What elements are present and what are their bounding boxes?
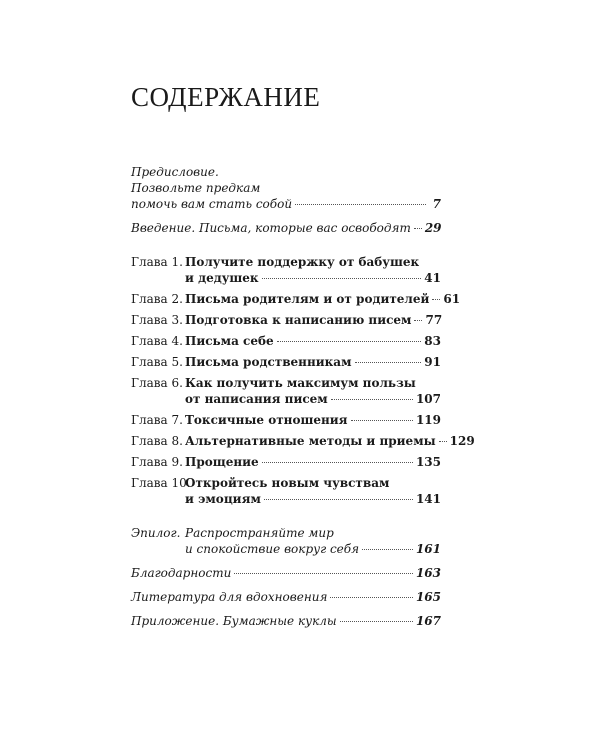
- chapter-label: Глава 1.: [131, 255, 183, 269]
- toc-page-number: 77: [425, 313, 443, 327]
- dot-leader: [234, 573, 413, 574]
- toc-entry-chapter-6[interactable]: [131, 375, 441, 407]
- chapter-label: Глава 2.: [131, 292, 183, 306]
- toc-page-number: 61: [443, 292, 461, 306]
- toc-entry-text: Получите поддержку от бабушек: [185, 255, 420, 269]
- toc-page-number: 119: [415, 413, 441, 427]
- table-of-contents: [131, 164, 475, 629]
- toc-entry-text: Благодарности: [131, 566, 232, 580]
- dot-leader: [414, 320, 422, 321]
- chapter-label: Глава 4.: [131, 334, 183, 348]
- toc-entry-intro[interactable]: [131, 220, 441, 236]
- toc-entry-text: Приложение. Бумажные куклы: [131, 614, 337, 628]
- toc-page-number: 29: [424, 221, 442, 235]
- chapter-label: Глава 10.: [131, 476, 191, 490]
- toc-page-number: 7: [432, 197, 441, 211]
- toc-entry-text: Письма родственникам: [185, 355, 352, 369]
- toc-entry-chapter-2[interactable]: [131, 291, 461, 307]
- toc-entry-text: Прощение: [185, 455, 259, 469]
- toc-page-number: 83: [424, 334, 441, 348]
- dot-leader: [362, 549, 413, 550]
- dot-leader: [295, 204, 426, 205]
- dot-leader: [330, 597, 413, 598]
- toc-entry-text: Письма себе: [185, 334, 274, 348]
- chapter-label: Глава 9.: [131, 455, 183, 469]
- toc-entry-literature[interactable]: [131, 589, 441, 605]
- dot-leader: [432, 299, 440, 300]
- dot-leader: [351, 420, 413, 421]
- toc-entry-text: помочь вам стать собой: [131, 197, 293, 211]
- chapter-label: Глава 5.: [131, 355, 183, 369]
- chapter-label: Глава 3.: [131, 313, 183, 327]
- toc-page-number: 41: [424, 271, 441, 285]
- toc-entry-chapter-5[interactable]: [131, 354, 441, 370]
- toc-page-number: 107: [415, 392, 441, 406]
- page-title: СОДЕРЖАНИЕ: [131, 82, 321, 112]
- toc-entry-epilogue[interactable]: [131, 525, 441, 557]
- dot-leader: [264, 499, 413, 500]
- toc-entry-text: Письма родителям и от родителей: [185, 292, 430, 306]
- toc-entry-acknowledgments[interactable]: [131, 565, 441, 581]
- toc-entry-chapter-4[interactable]: [131, 333, 441, 349]
- toc-entry-text: Подготовка к написанию писем: [185, 313, 412, 327]
- toc-entry-text: Токсичные отношения: [185, 413, 348, 427]
- dot-leader: [414, 228, 422, 229]
- toc-page-number: 165: [415, 590, 441, 604]
- toc-entry-text: от написания писем: [185, 392, 328, 406]
- toc-entry-chapter-10[interactable]: [131, 475, 441, 507]
- chapter-label: Глава 7.: [131, 413, 183, 427]
- toc-page-number: 135: [415, 455, 441, 469]
- dot-leader: [277, 341, 422, 342]
- toc-entry-text: Литература для вдохновения: [131, 590, 328, 604]
- toc-entry-text: и дедушек: [185, 271, 259, 285]
- toc-page-number: 129: [449, 434, 475, 448]
- toc-entry-appendix[interactable]: [131, 613, 441, 629]
- toc-page-number: 161: [415, 542, 441, 556]
- toc-entry-text: Позвольте предкам: [131, 181, 261, 195]
- toc-page-number: 141: [415, 492, 441, 506]
- toc-entry-text: Введение. Письма, которые вас освободят: [131, 221, 411, 235]
- toc-entry-chapter-1[interactable]: [131, 254, 441, 286]
- toc-page-number: 91: [424, 355, 441, 369]
- toc-entry-text: Альтернативные методы и приемы: [185, 434, 436, 448]
- chapter-label: Глава 8.: [131, 434, 183, 448]
- dot-leader: [439, 441, 447, 442]
- toc-entry-chapter-8[interactable]: [131, 433, 475, 449]
- toc-entry-text: Предисловие.: [131, 165, 219, 179]
- dot-leader: [331, 399, 413, 400]
- epilogue-label: Эпилог.: [131, 526, 181, 540]
- toc-entry-preface[interactable]: [131, 164, 441, 212]
- chapter-label: Глава 6.: [131, 376, 183, 390]
- dot-leader: [262, 462, 413, 463]
- toc-page-number: 167: [415, 614, 441, 628]
- dot-leader: [262, 278, 422, 279]
- toc-entry-text: Как получить максимум пользы: [185, 376, 416, 390]
- toc-entry-text: Распространяйте мир: [185, 526, 334, 540]
- toc-entry-text: и спокойствие вокруг себя: [185, 542, 360, 556]
- toc-entry-chapter-3[interactable]: [131, 312, 441, 328]
- dot-leader: [340, 621, 413, 622]
- toc-entry-text: и эмоциям: [185, 492, 261, 506]
- toc-entry-chapter-7[interactable]: [131, 412, 441, 428]
- toc-page-number: 163: [415, 566, 441, 580]
- toc-entry-text: Откройтесь новым чувствам: [185, 476, 390, 490]
- dot-leader: [355, 362, 422, 363]
- toc-entry-chapter-9[interactable]: [131, 454, 441, 470]
